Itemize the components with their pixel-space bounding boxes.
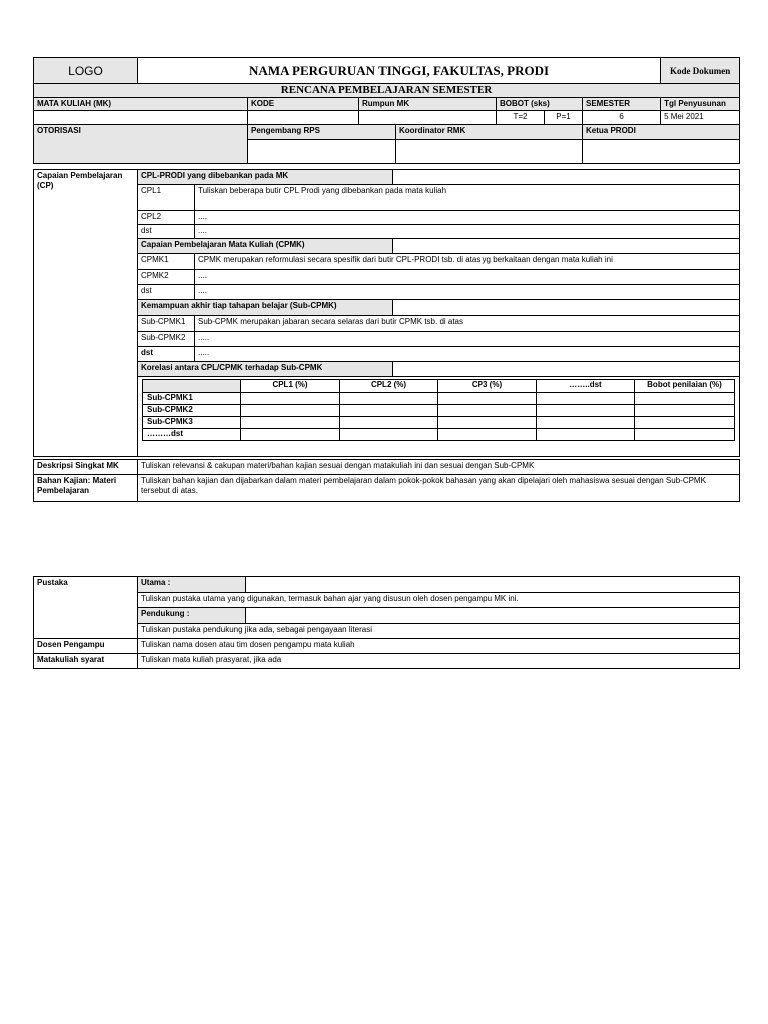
cpmk-code: CPMK2: [138, 270, 195, 285]
korelasi-col-header: CPL1 (%): [241, 380, 340, 393]
cpl-prodi-header: CPL-PRODI yang dibebankan pada MK: [138, 170, 393, 185]
logo-cell: LOGO: [34, 58, 138, 84]
korelasi-col-header: ……..dst: [537, 380, 635, 393]
korelasi-row-label: ………dst: [143, 429, 241, 441]
korelasi-col-header: CPL2 (%): [340, 380, 438, 393]
korelasi-cell: [138, 377, 740, 457]
signature-koordinator: [396, 140, 583, 164]
sub-cpmk-code: dst: [138, 347, 195, 362]
value-tgl-penyusunan: 5 Mei 2021: [661, 111, 740, 125]
label-bobot: BOBOT (sks): [497, 98, 583, 111]
korelasi-row-label: Sub-CPMK3: [143, 417, 241, 429]
label-koordinator-rmk: Koordinator RMK: [396, 125, 583, 140]
cpl-text: ....: [195, 225, 740, 239]
korelasi-header: Korelasi antara CPL/CPMK terhadap Sub-CPMK: [138, 362, 393, 377]
deskripsi-bahan-table: [33, 459, 740, 502]
document-code: Kode Dokumen: [661, 58, 740, 84]
cp-table: [33, 169, 740, 457]
sub-cpmk-text: Sub-CPMK merupakan jabaran secara selaras dari butir CPMK tsb. di atas: [195, 316, 740, 332]
cpmk-text: ....: [195, 285, 740, 300]
matakuliah-syarat-text: Tuliskan mata kuliah prasyarat, jika ada: [138, 654, 740, 669]
label-deskripsi-singkat: Deskripsi Singkat MK: [34, 460, 138, 475]
value-bobot-t: T=2: [497, 111, 545, 125]
label-matakuliah-syarat: Matakuliah syarat: [34, 654, 138, 669]
signature-ketua: [583, 140, 740, 164]
cpmk-text: CPMK merupakan reformulasi secara spesifik dari butir CPL-PRODI tsb. di atas yg berkaitaan dengan mata kuliah ini: [195, 254, 740, 270]
cpl-text: ....: [195, 211, 740, 225]
dosen-pengampu-text: Tuliskan nama dosen atau tim dosen pengampu mata kuliah: [138, 639, 740, 654]
cpl-code: CPL2: [138, 211, 195, 225]
sub-cpmk-header: Kemampuan akhir tiap tahapan belajar (Sub-CPMK): [138, 300, 393, 316]
sub-cpmk-text: .....: [195, 332, 740, 347]
cpl-code: CPL1: [138, 185, 195, 211]
cpmk-code: CPMK1: [138, 254, 195, 270]
label-pustaka-utama: Utama :: [138, 577, 246, 593]
rps-main-table: [33, 57, 740, 164]
value-kode: [248, 111, 359, 125]
label-dosen-pengampu: Dosen Pengampu: [34, 639, 138, 654]
cpl-code: dst: [138, 225, 195, 239]
label-semester: SEMESTER: [583, 98, 661, 111]
label-tgl-penyusunan: Tgl Penyusunan: [661, 98, 740, 111]
label-capaian-pembelajaran: Capaian Pembelajaran (CP): [34, 170, 138, 457]
sub-cpmk-code: Sub-CPMK2: [138, 332, 195, 347]
label-kode: KODE: [248, 98, 359, 111]
sub-cpmk-code: Sub-CPMK1: [138, 316, 195, 332]
sub-cpmk-text: .....: [195, 347, 740, 362]
korelasi-row-label: Sub-CPMK1: [143, 393, 241, 405]
label-pustaka: Pustaka: [34, 577, 138, 639]
label-pengembang-rps: Pengembang RPS: [248, 125, 396, 140]
value-mata-kuliah: [34, 111, 248, 125]
value-bobot-p: P=1: [545, 111, 583, 125]
label-otorisasi: OTORISASI: [34, 125, 248, 164]
label-ketua-prodi: Ketua PRODI: [583, 125, 740, 140]
deskripsi-singkat-text: Tuliskan relevansi & cakupan materi/bahan kajian sesuai dengan matakuliah ini dan sesuai dengan Sub-CPMK: [138, 460, 740, 475]
label-bahan-kajian: Bahan Kajian: Materi Pembelajaran: [34, 475, 138, 502]
korelasi-col-header: Bobot penilaian (%): [635, 380, 735, 393]
cpl-text: Tuliskan beberapa butir CPL Prodi yang dibebankan pada mata kuliah: [195, 185, 740, 211]
label-rumpun: Rumpun MK: [359, 98, 497, 111]
cpmk-code: dst: [138, 285, 195, 300]
korelasi-row-label: Sub-CPMK2: [143, 405, 241, 417]
pustaka-utama-text: Tuliskan pustaka utama yang digunakan, termasuk bahan ajar yang disusun oleh dosen pengampu MK ini.: [138, 593, 740, 608]
value-semester: 6: [583, 111, 661, 125]
pustaka-pendukung-text: Tuliskan pustaka pendukung jika ada, sebagai pengayaan literasi: [138, 624, 740, 639]
page-title: RENCANA PEMBELAJARAN SEMESTER: [34, 84, 740, 98]
value-rumpun: [359, 111, 497, 125]
cpmk-text: ....: [195, 270, 740, 285]
label-mata-kuliah: MATA KULIAH (MK): [34, 98, 248, 111]
korelasi-table: [142, 379, 735, 441]
cpmk-header: Capaian Pembelajaran Mata Kuliah (CPMK): [138, 239, 393, 254]
institution-name: NAMA PERGURUAN TINGGI, FAKULTAS, PRODI: [138, 58, 661, 84]
bahan-kajian-text: Tuliskan bahan kajian dan dijabarkan dalam materi pembelajaran dalam pokok-pokok bahasan yang akan dipelajari oleh mahasiswa sesuai dengan Sub-CPMK tersebut di atas.: [138, 475, 740, 502]
signature-pengembang: [248, 140, 396, 164]
label-pustaka-pendukung: Pendukung :: [138, 608, 246, 624]
korelasi-col-header: CP3 (%): [438, 380, 537, 393]
pustaka-table: [33, 576, 740, 669]
